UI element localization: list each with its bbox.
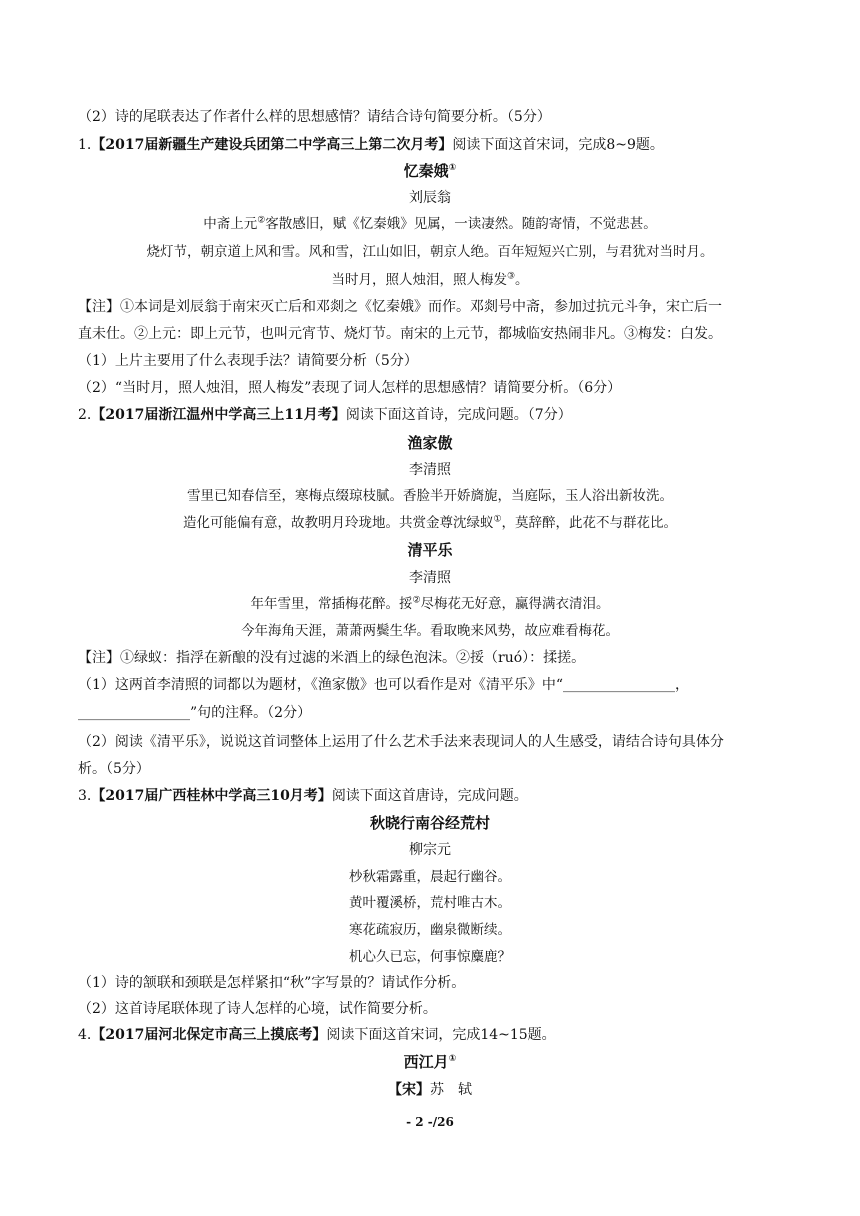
q1-poem-line-1: 烧灯节，朝京道上风和雪。风和雪，江山如旧，朝京人绝。百年短短兴亡别，与君犹对当时月。 <box>146 244 714 260</box>
q4-source: 【2017届河北保定市高三上摸底考】 <box>91 1027 327 1043</box>
q2-poem2-line-2: 今年海角天涯，萧萧两鬓生华。看取晚来风势，故应难看梅花。 <box>241 623 619 639</box>
q4-header <box>78 1025 556 1045</box>
q3-subquestion-1: （1）诗的颔联和颈联是怎样紧扣“秋”字写景的？请试作分析。 <box>78 975 466 991</box>
q1-header <box>78 135 664 155</box>
q1-number: 1. <box>78 137 92 153</box>
q3-number: 3. <box>78 788 92 804</box>
q3-poem-line-3: 寒花疏寂历，幽泉微断续。 <box>349 922 511 938</box>
page-number: - 2 -/26 <box>406 1115 454 1129</box>
q2-subquestion-2-line-1: （2）阅读《清平乐》，说说这首词整体上运用了什么艺术手法来表现词人的人生感受，请结合诗句具体分 <box>78 734 724 750</box>
q2-intro: 阅读下面这首诗，完成问题。（7分） <box>345 407 572 423</box>
q1-source: 【2017届新疆生产建设兵团第二中学高三上第二次月考】 <box>91 137 453 153</box>
q1-subquestion-2: （2）“当时月，照人烛泪，照人梅发”表现了词人怎样的思想感情？请简要分析。（6分） <box>78 380 622 396</box>
q3-source: 【2017届广西桂林中学高三10月考】 <box>91 788 332 804</box>
q3-subquestion-2: （2）这首诗尾联体现了诗人怎样的心境，试作简要分析。 <box>78 1001 437 1017</box>
q4-number: 4. <box>78 1027 92 1043</box>
q4-poem-title: 西江月① <box>403 1053 457 1071</box>
q2-header <box>78 405 572 425</box>
q2-poem2-author: 李清照 <box>409 570 451 586</box>
q0-subquestion-2: （2）诗的尾联表达了作者什么样的思想感情？请结合诗句简要分析。（5分） <box>78 109 551 125</box>
q3-header <box>78 786 528 806</box>
q4-poem-author: 【宋】苏 轼 <box>388 1082 472 1098</box>
q3-poem-author: 柳宗元 <box>409 842 451 858</box>
q2-poem1-author: 李清照 <box>409 462 451 478</box>
q2-poem2-line-1: 年年雪里，常插梅花醉。挼②尽梅花无好意，赢得满衣清泪。 <box>250 595 610 612</box>
q1-note-line-2: 直未仕。②上元：即上元节，也叫元宵节、烧灯节。南宋的上元节，都城临安热闹非凡。③梅发：白发。 <box>78 326 722 342</box>
q2-poem1-line-2: 造化可能偏有意，故教明月玲珑地。共赏金尊沈绿蚁①，莫辞醉，此花不与群花比。 <box>182 514 678 531</box>
q2-poem1-line-1: 雪里已知春信至，寒梅点缀琼枝腻。香脸半开娇旖旎，当庭际，玉人浴出新妆洗。 <box>187 488 673 504</box>
q4-intro: 阅读下面这首宋词，完成14~15题。 <box>326 1027 556 1043</box>
q3-intro: 阅读下面这首唐诗，完成问题。 <box>331 788 528 804</box>
q1-note-line-1: 【注】①本词是刘辰翁于南宋灭亡后和邓剡之《忆秦娥》而作。邓剡号中斋，参加过抗元斗争，宋亡后一 <box>78 299 722 315</box>
q2-subquestion-1-line-1: （1）这两首李清照的词都以为题材，《渔家傲》也可以看作是对《清平乐》中“________________， <box>78 677 690 693</box>
q2-note: 【注】①绿蚁：指浮在新酿的没有过滤的米酒上的绿色泡沫。②挼（ruó）：揉搓。 <box>78 650 586 666</box>
q2-number: 2. <box>78 407 92 423</box>
q1-poem-author: 刘辰翁 <box>409 190 451 206</box>
q3-poem-line-4: 机心久已忘，何事惊麋鹿？ <box>349 949 511 965</box>
q3-poem-line-1: 杪秋霜露重，晨起行幽谷。 <box>349 869 511 885</box>
q1-subquestion-1: （1）上片主要用了什么表现手法？请简要分析（5分） <box>78 353 418 369</box>
q2-poem2-title: 清平乐 <box>407 541 453 559</box>
q1-poem-title: 忆秦娥① <box>403 162 457 180</box>
q3-poem-title: 秋晓行南谷经荒村 <box>369 814 490 832</box>
q1-intro: 阅读下面这首宋词，完成8~9题。 <box>452 137 664 153</box>
q1-poem-line-2: 当时月，照人烛泪，照人梅发③。 <box>331 271 529 288</box>
q3-poem-line-2: 黄叶覆溪桥，荒村唯古木。 <box>349 895 511 911</box>
q2-source: 【2017届浙江温州中学高三上11月考】 <box>91 407 346 423</box>
q1-poem-preface: 中斋上元②客散感旧，赋《忆秦娥》见属，一读凄然。随韵寄情，不觉悲甚。 <box>203 215 657 232</box>
q2-subquestion-1-line-2: ________________”句的注释。（2分） <box>78 705 312 721</box>
q2-subquestion-2-line-2: 析。（5分） <box>78 761 150 777</box>
q2-poem1-title: 渔家傲 <box>407 434 453 452</box>
